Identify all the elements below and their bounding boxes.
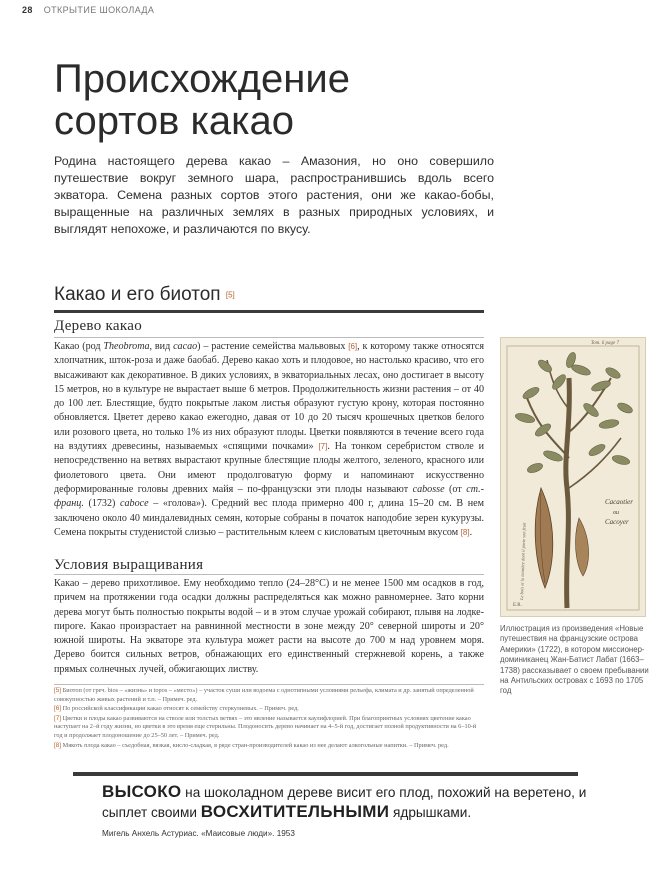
- subheading-tree-rule: [54, 337, 484, 338]
- running-header: [22, 5, 647, 19]
- illustration-caption: Иллюстрация из произведения «Новые путешествия на французские острова Америки» (1722), в котором миссионер-доминиканец Жан-Батист Лабат (1663–1738) рассказывает о своем пребывании на Антильских островах с 1693 по 1705 год: [500, 624, 649, 696]
- plate-number: Tom. 6 page 7: [590, 341, 619, 346]
- page-title-line-1: Происхождение: [54, 57, 350, 101]
- section-heading-text: Какао и его биотоп: [54, 284, 221, 305]
- footnote-text: Биотоп (от греч. bios – «жизнь» и topos – «место») – участок суши или водоема с однотипными условиями рельефа, климата и др. занятый определенной совокупностью живых растений и т.п. – Примеч. ред.: [54, 687, 474, 703]
- tree-paragraph: [54, 340, 484, 540]
- term-cabosse: cabosse: [412, 483, 445, 495]
- intro-paragraph: Родина настоящего дерева какао – Амазония, но оно совершило путешествие вокруг земного шара, распространившись вдоль всего экватора. Семена разных сортов этого растения, они же какао-бобы, выращенные на различных землях в разных природных условиях, и выглядят непохоже, и различаются по вкусу.: [54, 154, 494, 236]
- label-bottom: E.R.: [513, 603, 522, 608]
- text-run: (1732): [83, 498, 121, 510]
- footnote: [54, 687, 484, 704]
- footnotes-rule: [54, 684, 484, 685]
- term-caboce: caboce: [120, 498, 149, 510]
- text-run: – «голова»). Средний вес плода примерно 400 г, длина 15–20 см. В нем заключено около 40 миндалевидных семян, которые собраны в початок наподобие зерен кукурузы. Семена покрыты студенистой слизью – растительным клеем с кисловатым цветочным вкусом: [54, 498, 484, 538]
- page-title: [54, 58, 614, 142]
- quote-text-1: на шоколадном дереве висит его плод, похожий на веретено, и сыплет своими: [102, 785, 587, 820]
- section-heading: [54, 284, 484, 306]
- genus-name: Theobroma: [103, 341, 150, 352]
- footnote-ref-8: [8]: [460, 527, 470, 537]
- cacao-engraving: [501, 338, 645, 616]
- footnote-ref-7: [7]: [318, 442, 328, 452]
- label-ou: ou: [613, 510, 619, 516]
- epigraph-quote: [102, 783, 602, 822]
- section-rule: [54, 310, 484, 313]
- quote-rule: [73, 772, 578, 776]
- label-cacoyer: Cacoyer: [605, 518, 629, 526]
- footnote-number: [7]: [54, 714, 62, 722]
- page-number: 28: [22, 5, 33, 15]
- label-cacaotier: Cacaotier: [605, 498, 633, 506]
- footnote-number: [6]: [54, 705, 62, 713]
- cacao-tree-illustration: [500, 337, 646, 617]
- text-run: .: [469, 526, 473, 538]
- footnote-text: По российской классификации какао относят к семейству стеркулиевых. – Примеч. ред.: [62, 705, 299, 713]
- quote-emphasis-1: ВЫСОКО: [102, 782, 182, 801]
- text-run: ) – растение семейства мальвовых: [197, 341, 349, 352]
- text-run: (от: [444, 483, 467, 495]
- footnotes: [54, 687, 484, 751]
- subheading-tree: Дерево какао: [54, 318, 142, 334]
- page-title-line-2: сортов какао: [54, 99, 295, 143]
- text-run: , к которому также относятся хлопчатник, шток-роза и даже баобаб. Дерево какао хоть и плодовое, но настолько красиво, что его высаживают как декоративное. В диких условиях, в экваториальных лесах, оно достигает в высоту 15 метров, но в культуре не вырастает выше 6 метров. Продолжительность жизни растения – от 40 до 100 лет. Блестящие, будто покрытые лаком листья образуют густую крону, которая постоянно обновляется. Цветет дерево какао ежегодно, давая от 10 до 20 тысяч крошечных цветков белого или розового цвета, но только 1% из них образуют плоды. Цветки появляются в течение всего года на вздутиях древесины, называемых «спящими почками»: [54, 341, 484, 453]
- footnote: [54, 742, 484, 751]
- subheading-conditions-rule: [54, 574, 484, 575]
- footnote-ref-6: [6]: [348, 342, 358, 351]
- section-footnote-ref: [5]: [225, 290, 235, 300]
- footnote-text: Цветки и плоды какао развиваются на стволе или толстых ветвях – это явление называется каулифлорией. При благоприятных условиях цветение какао наступает на 2–й году жизни, но цветки в это время еще стерильны. Плодоносить дерево начинает на 4–5-й год, достигает полной продуктивности на 6–10-й год и продолжает плодоношение до 25–50 лет. – Примеч. ред.: [54, 714, 477, 739]
- footnote-text: Мякоть плода какао – съедобная, вязкая, кисло-сладкая, в ряде стран-производителей какао из нее делают алкогольные напитки. – Примеч. ред.: [62, 741, 449, 749]
- footnote: [54, 715, 484, 741]
- illustration-spine-text: Le bois et la manière dont il porte son fruit: [519, 522, 527, 601]
- footnote: [54, 705, 484, 714]
- subheading-conditions: Условия выращивания: [54, 557, 204, 573]
- quote-text-2: ядрышками.: [389, 804, 472, 820]
- species-name: cacao: [173, 341, 198, 352]
- text-run: . На тонком серебристом стволе и непосредственно на ветвях вырастают крупные блестящие плоды желтого, зеленого, красного или фиолетового цвета. Они имеют продолговатую форму и напоминают искусственно деформированные головы древних майя – по-французски эти плоды называют: [54, 441, 485, 495]
- section-name: ОТКРЫТИЕ ШОКОЛАДА: [43, 5, 155, 15]
- quote-source: Мигель Анхель Астуриас. «Маисовые люди». 1953: [102, 829, 295, 838]
- text-run: Какао (род: [54, 341, 104, 352]
- term-abbrev: ст.-франц.: [54, 483, 485, 510]
- footnote-number: [5]: [54, 687, 62, 694]
- quote-emphasis-2: ВОСХИТИТЕЛЬНЫМИ: [200, 801, 390, 821]
- footnote-number: [8]: [54, 741, 62, 749]
- conditions-paragraph: Какао – дерево прихотливое. Ему необходимо тепло (24–28°C) и не менее 1500 мм осадков в год, причем на протяжении года осадки должны распределяться как можно равномернее. Зато корни дерева могут быть полностью покрыты водой – и в этом случае урожай собирают, плывя на лодке-пироге. Какао произрастает на равнинной местности в зоне между 20° северной широты и 20° южной широты. На экваторе эта культура может расти на высоте до 700 м над уровнем моря. Дерево боится сильных ветров, обнажающих его единственный стержневой корень, а также прямых солнечных лучей, обжигающих листву.: [54, 578, 484, 675]
- text-run: , вид: [149, 341, 174, 352]
